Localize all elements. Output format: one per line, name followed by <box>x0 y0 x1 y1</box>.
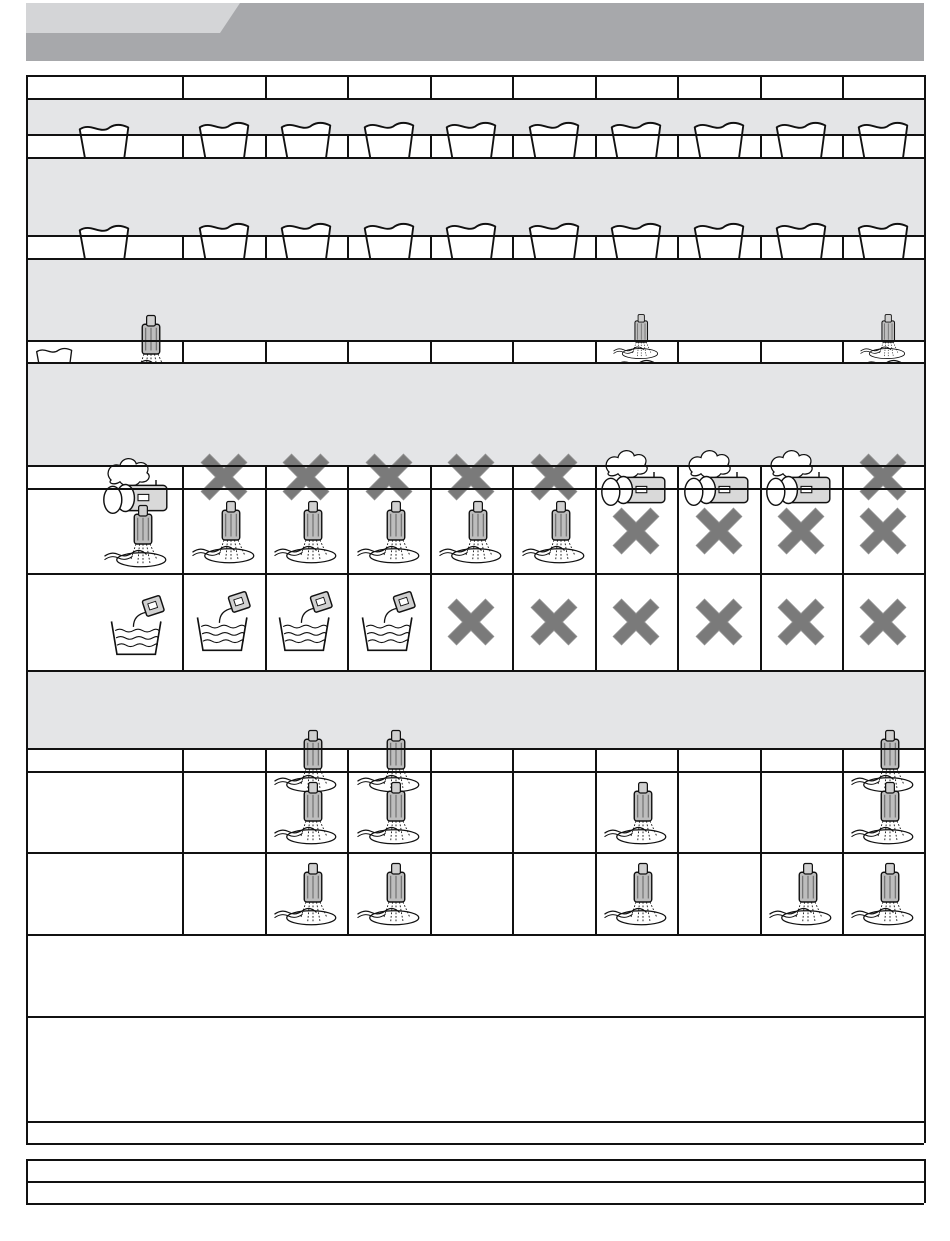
column-divider <box>347 75 349 98</box>
table-left-edge <box>26 75 28 1143</box>
column-divider <box>347 852 349 934</box>
column-divider <box>182 771 184 852</box>
row-rule <box>26 465 924 467</box>
sprayer-icon <box>848 779 918 849</box>
row-rule <box>26 1121 924 1123</box>
row-rule <box>26 488 924 490</box>
column-divider <box>430 465 432 488</box>
column-divider <box>265 235 267 258</box>
column-divider <box>430 235 432 258</box>
sprayer-icon <box>271 498 341 568</box>
column-divider <box>347 573 349 670</box>
sprayer-icon <box>271 779 341 849</box>
column-divider <box>347 465 349 488</box>
column-divider <box>347 235 349 258</box>
table-right-edge <box>924 75 926 1143</box>
x-icon <box>852 500 914 562</box>
footer-rule <box>26 1203 924 1205</box>
column-divider <box>512 465 514 488</box>
row-rule <box>26 362 924 364</box>
column-divider <box>842 75 844 98</box>
column-divider <box>182 75 184 98</box>
column-divider <box>595 75 597 98</box>
column-divider <box>595 852 597 934</box>
footer-rule <box>26 1181 924 1183</box>
sprayer-icon <box>601 779 671 849</box>
row-rule <box>26 852 924 854</box>
column-divider <box>595 465 597 488</box>
column-divider <box>512 75 514 98</box>
column-divider <box>347 771 349 852</box>
row-rule <box>26 134 924 136</box>
column-divider <box>677 340 679 362</box>
column-divider <box>677 488 679 573</box>
column-divider <box>760 488 762 573</box>
column-divider <box>512 488 514 573</box>
column-divider <box>842 488 844 573</box>
x-icon <box>770 591 832 653</box>
sprayer-icon <box>601 860 671 930</box>
section-band <box>26 670 924 748</box>
column-divider <box>182 748 184 771</box>
column-divider <box>430 134 432 157</box>
footer-left-edge <box>26 1159 28 1203</box>
footer-rule <box>26 1159 924 1161</box>
column-divider <box>595 748 597 771</box>
column-divider <box>842 465 844 488</box>
column-divider <box>677 748 679 771</box>
sprayer-icon <box>354 498 424 568</box>
column-divider <box>430 748 432 771</box>
column-divider <box>347 340 349 362</box>
sprayer-icon <box>436 498 506 568</box>
column-divider <box>842 340 844 362</box>
column-divider <box>430 340 432 362</box>
column-divider <box>677 465 679 488</box>
x-icon <box>770 500 832 562</box>
column-divider <box>265 771 267 852</box>
row-rule <box>26 934 924 936</box>
sprayer-icon <box>611 312 661 362</box>
column-divider <box>182 134 184 157</box>
column-divider <box>760 573 762 670</box>
row-rule <box>26 1016 924 1018</box>
column-divider <box>842 852 844 934</box>
column-divider <box>760 235 762 258</box>
column-divider <box>430 75 432 98</box>
column-divider <box>595 488 597 573</box>
x-icon <box>688 500 750 562</box>
row-rule <box>26 75 924 77</box>
row-rule <box>26 670 924 672</box>
x-icon <box>852 591 914 653</box>
sprayer-icon <box>848 860 918 930</box>
row-rule <box>26 771 924 773</box>
sprayer-icon <box>766 860 836 930</box>
column-divider <box>430 852 432 934</box>
column-divider <box>677 134 679 157</box>
column-divider <box>182 235 184 258</box>
column-divider <box>182 488 184 573</box>
row-rule <box>26 748 924 750</box>
soak-icon <box>192 590 256 654</box>
column-divider <box>842 235 844 258</box>
column-divider <box>347 748 349 771</box>
column-divider <box>265 748 267 771</box>
x-icon <box>440 591 502 653</box>
column-divider <box>595 134 597 157</box>
column-divider <box>265 134 267 157</box>
column-divider <box>512 748 514 771</box>
soak-icon <box>357 590 421 654</box>
column-divider <box>347 134 349 157</box>
column-divider <box>265 75 267 98</box>
column-divider <box>677 852 679 934</box>
column-divider <box>677 771 679 852</box>
column-divider <box>512 573 514 670</box>
column-divider <box>760 748 762 771</box>
column-divider <box>265 573 267 670</box>
soak-icon <box>274 590 338 654</box>
x-icon <box>605 500 667 562</box>
row-rule <box>26 340 924 342</box>
column-divider <box>430 573 432 670</box>
column-divider <box>265 488 267 573</box>
column-divider <box>677 75 679 98</box>
sprayer-icon <box>189 498 259 568</box>
row-rule <box>26 98 924 100</box>
column-divider <box>760 134 762 157</box>
x-icon <box>852 446 914 508</box>
sprayer-icon <box>271 860 341 930</box>
column-divider <box>430 771 432 852</box>
row-rule <box>26 573 924 575</box>
sprayer-icon <box>519 498 589 568</box>
x-icon <box>605 591 667 653</box>
column-divider <box>842 771 844 852</box>
column-divider <box>842 748 844 771</box>
column-divider <box>512 340 514 362</box>
column-divider <box>595 573 597 670</box>
column-divider <box>760 75 762 98</box>
column-divider <box>182 573 184 670</box>
row-rule <box>26 157 924 159</box>
sprayer-icon <box>858 312 908 362</box>
soak-icon <box>106 594 170 658</box>
column-divider <box>842 134 844 157</box>
column-divider <box>677 235 679 258</box>
sprayer-icon <box>101 502 171 572</box>
column-divider <box>430 488 432 573</box>
row-rule <box>26 235 924 237</box>
column-divider <box>182 340 184 362</box>
column-divider <box>347 488 349 573</box>
column-divider <box>677 573 679 670</box>
column-divider <box>512 235 514 258</box>
column-divider <box>265 852 267 934</box>
column-divider <box>760 852 762 934</box>
row-rule <box>26 1143 924 1145</box>
column-divider <box>512 771 514 852</box>
sprayer-icon <box>354 860 424 930</box>
x-icon <box>523 591 585 653</box>
sprayer-icon <box>354 779 424 849</box>
column-divider <box>265 340 267 362</box>
row-rule <box>26 258 924 260</box>
column-divider <box>760 340 762 362</box>
column-divider <box>760 465 762 488</box>
x-icon <box>688 591 750 653</box>
column-divider <box>595 340 597 362</box>
footer-right-edge <box>924 1159 926 1203</box>
column-divider <box>265 465 267 488</box>
column-divider <box>842 573 844 670</box>
column-divider <box>512 852 514 934</box>
column-divider <box>760 771 762 852</box>
column-divider <box>512 134 514 157</box>
column-divider <box>182 852 184 934</box>
column-divider <box>595 235 597 258</box>
column-divider <box>182 465 184 488</box>
column-divider <box>595 771 597 852</box>
